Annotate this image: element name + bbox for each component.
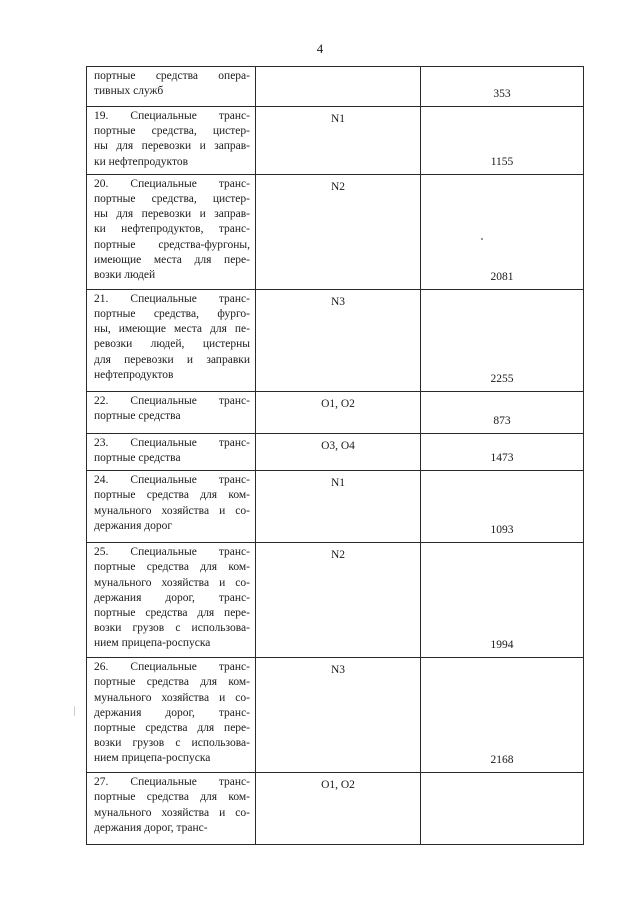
value-cell — [421, 471, 584, 543]
vehicle-category-cell — [256, 543, 421, 658]
vehicle-category: O3, O4 — [321, 439, 355, 452]
value: 2168 — [490, 754, 514, 767]
description-line: возки грузов с использова- — [94, 737, 250, 750]
description-line: 27. Специальные транс- — [94, 776, 250, 789]
description-line: портные средства для ком- — [94, 676, 250, 689]
description-line: нием прицепа-роспуска — [94, 752, 211, 765]
vehicle-description — [87, 175, 255, 287]
value-cell — [421, 543, 584, 658]
scan-speck — [74, 706, 75, 716]
value: 1093 — [490, 524, 514, 537]
description-line: 26. Специальные транс- — [94, 661, 250, 674]
vehicle-description-cell — [87, 543, 256, 658]
scan-speck — [481, 238, 483, 240]
description-line: мунального хозяйства и со- — [94, 691, 250, 704]
vehicle-description-cell — [87, 107, 256, 175]
page-number: 4 — [316, 41, 324, 56]
value-cell — [421, 391, 584, 433]
vehicle-category: N2 — [330, 549, 346, 562]
description-line: портные средства, фурго- — [94, 308, 250, 321]
value: 1473 — [490, 452, 514, 465]
description-line: 19. Специальные транс- — [94, 110, 250, 122]
description-line: портные средства, цистер- — [94, 193, 250, 206]
vehicle-category: N3 — [330, 295, 346, 308]
table-row — [87, 658, 584, 773]
vehicle-description — [87, 392, 255, 428]
description-line: 21. Специальные транс- — [94, 292, 250, 305]
description-line: портные средства для ком- — [94, 791, 250, 804]
value-cell — [421, 773, 584, 845]
vehicle-description-cell — [87, 289, 256, 391]
description-line: портные средства — [94, 410, 181, 423]
description-line: возки людей — [94, 269, 156, 282]
description-line: нием прицепа-роспуска — [94, 637, 211, 650]
vehicle-description-cell — [87, 433, 256, 470]
vehicle-description — [87, 67, 255, 103]
description-line: ки нефтепродуктов — [94, 155, 189, 168]
vehicle-category: O1, O2 — [321, 397, 355, 410]
vehicle-description — [87, 543, 255, 655]
description-line: портные средства, цистер- — [94, 125, 250, 138]
value: 1994 — [490, 639, 514, 652]
vehicle-category-cell — [256, 433, 421, 470]
vehicle-description-cell — [87, 174, 256, 289]
value: 2081 — [490, 270, 514, 283]
description-line: держания дорог, транс- — [94, 706, 250, 719]
value-cell — [421, 433, 584, 470]
vehicle-category: N2 — [330, 180, 346, 193]
value-cell — [421, 67, 584, 107]
vehicle-description-cell — [87, 391, 256, 433]
vehicle-category: N1 — [330, 113, 346, 125]
value-cell — [421, 658, 584, 773]
value: 873 — [493, 414, 511, 427]
vehicle-category-table — [86, 66, 584, 845]
table-row — [87, 391, 584, 433]
description-line: портные средства для ком- — [94, 561, 250, 574]
value-cell — [421, 107, 584, 175]
vehicle-description — [87, 434, 255, 470]
vehicle-description — [87, 107, 255, 174]
vehicle-category-cell — [256, 658, 421, 773]
description-line: 22. Специальные транс- — [94, 394, 250, 407]
table-row — [87, 543, 584, 658]
description-line: имеющие места для пере- — [94, 253, 250, 266]
vehicle-category-cell — [256, 289, 421, 391]
value-cell — [421, 174, 584, 289]
description-line: тивных служб — [94, 85, 164, 98]
table-row — [87, 471, 584, 543]
table-row — [87, 67, 584, 107]
description-line: ны для перевозки и заправ- — [94, 208, 250, 221]
description-line: 20. Специальные транс- — [94, 177, 250, 190]
description-line: ны, имеющие места для пе- — [94, 323, 250, 336]
vehicle-description-cell — [87, 773, 256, 845]
vehicle-description — [87, 471, 255, 538]
description-line: мунального хозяйства и со- — [94, 806, 250, 819]
description-line: портные средства для ком- — [94, 489, 250, 502]
vehicle-description-cell — [87, 471, 256, 543]
table-body — [87, 67, 584, 845]
description-line: портные средства опера- — [94, 70, 250, 82]
vehicle-category: N3 — [330, 664, 346, 677]
value: 353 — [493, 87, 511, 100]
vehicle-category-cell — [256, 174, 421, 289]
table-row — [87, 107, 584, 175]
vehicle-description — [87, 290, 255, 387]
table-row — [87, 289, 584, 391]
description-line: портные средства — [94, 452, 181, 465]
description-line: держания дорог, транс- — [94, 821, 208, 834]
table-row — [87, 773, 584, 845]
description-line: портные средства-фургоны, — [94, 238, 250, 251]
vehicle-category: O1, O2 — [321, 779, 355, 792]
table-row — [87, 174, 584, 289]
vehicle-description-cell — [87, 658, 256, 773]
vehicle-category: N1 — [330, 477, 346, 490]
value: 1155 — [490, 155, 514, 168]
description-line: портные средства для пере- — [94, 722, 250, 735]
description-line: мунального хозяйства и со- — [94, 576, 250, 589]
description-line: держания дорог — [94, 519, 173, 532]
vehicle-description — [87, 773, 255, 840]
description-line: ревозки людей, цистерны — [94, 338, 250, 351]
description-line: мунального хозяйства и со- — [94, 504, 250, 517]
vehicle-category — [256, 67, 420, 72]
vehicle-category-cell — [256, 471, 421, 543]
description-line: ки нефтепродуктов, транс- — [94, 223, 250, 236]
table-row — [87, 433, 584, 470]
description-line: для перевозки и заправки — [94, 353, 250, 366]
description-line: портные средства для пере- — [94, 607, 250, 620]
vehicle-category-cell — [256, 773, 421, 845]
value-cell — [421, 289, 584, 391]
description-line: 24. Специальные транс- — [94, 474, 250, 487]
description-line: 23. Специальные транс- — [94, 436, 250, 449]
vehicle-category-cell — [256, 67, 421, 107]
description-line: 25. Специальные транс- — [94, 546, 250, 559]
vehicle-description-cell — [87, 67, 256, 107]
vehicle-description — [87, 658, 255, 770]
vehicle-category-cell — [256, 107, 421, 175]
value: 2255 — [490, 372, 514, 385]
description-line: держания дорог, транс- — [94, 591, 250, 604]
description-line: ны для перевозки и заправ- — [94, 140, 250, 153]
description-line: нефтепродуктов — [94, 368, 174, 381]
description-line: возки грузов с использова- — [94, 622, 250, 635]
vehicle-category-cell — [256, 391, 421, 433]
